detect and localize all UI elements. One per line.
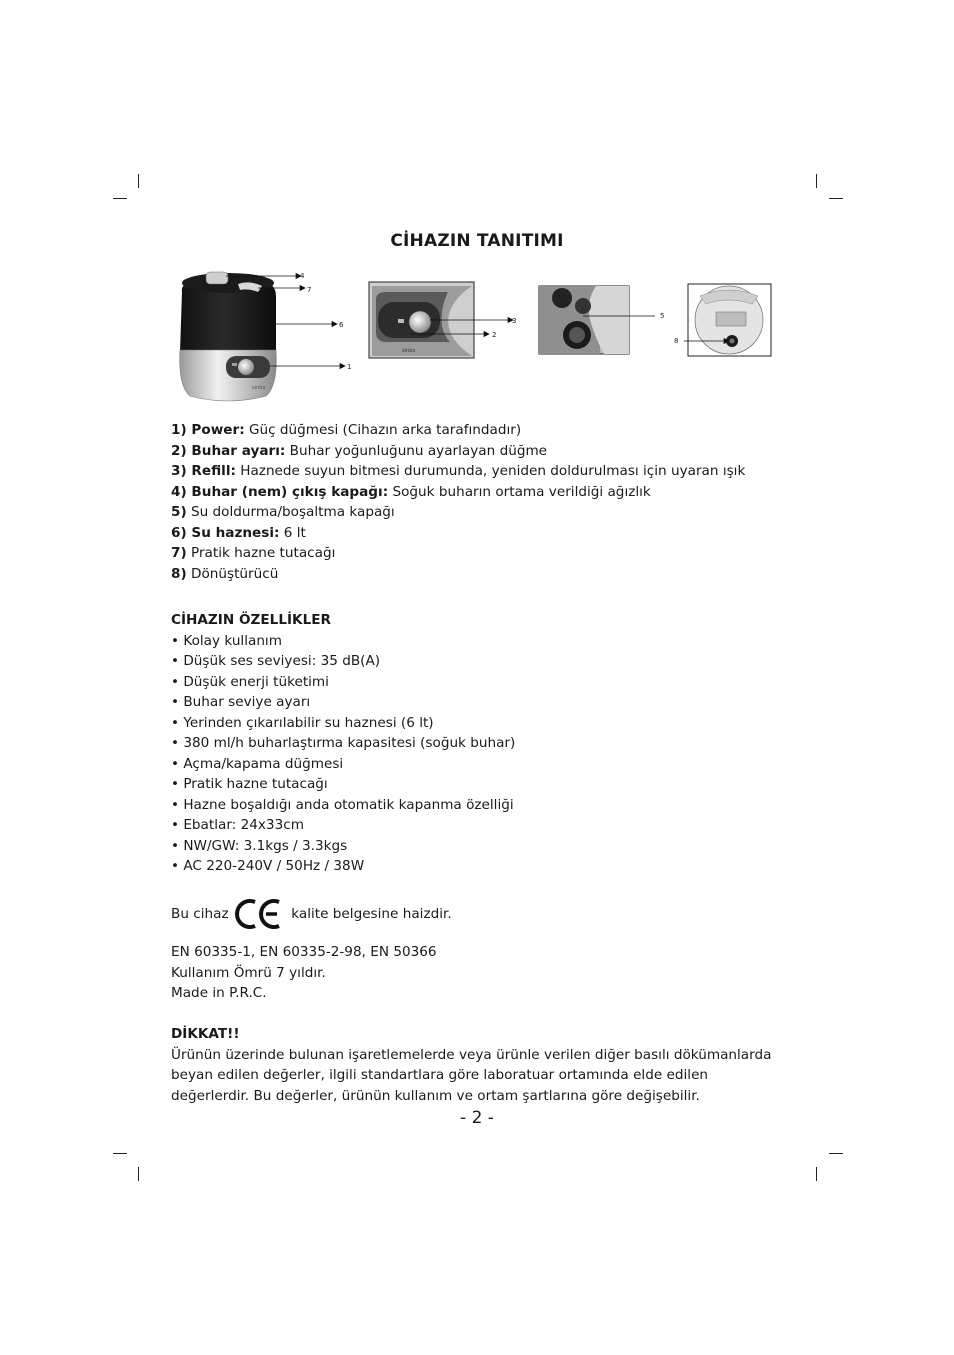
list-item: • NW/GW: 3.1kgs / 3.3kgs [171, 837, 348, 854]
crop-mark-br-h [829, 1153, 843, 1154]
list-item: • AC 220-240V / 50Hz / 38W [171, 858, 365, 874]
parts-list [171, 420, 745, 584]
callout-3: 3 [512, 317, 517, 325]
list-item: • Hazne boşaldığı anda otomatik kapanma özelliği [171, 796, 514, 813]
crop-mark-bl-v [138, 1167, 139, 1181]
crop-mark-br-v [816, 1167, 817, 1181]
list-item: 8) Dönüştürücü [171, 565, 279, 582]
callout-4: 4 [300, 272, 305, 280]
list-item: 4) Buhar (nem) çıkış kapağı: Soğuk buharın ortama verildiği ağızlık [171, 483, 651, 500]
crop-mark-bl-h [113, 1153, 127, 1154]
certificate-line: Bu cihaz kalite belgesine haizdir. [171, 898, 452, 930]
product-illustrations [0, 0, 954, 420]
features-section [171, 610, 515, 877]
warning-heading: DİKKAT!! [171, 1026, 240, 1042]
list-item: 7) Pratik hazne tutacağı [171, 545, 336, 561]
callout-2: 2 [492, 331, 497, 339]
list-item: • Buhar seviye ayarı [171, 694, 311, 710]
features-heading: CİHAZIN ÖZELLİKLER [171, 612, 331, 628]
list-item: • Düşük ses seviyesi: 35 dB(A) [171, 653, 381, 669]
callout-8: 8 [674, 337, 679, 345]
transducer-figure [688, 284, 771, 356]
callout-7: 7 [307, 286, 312, 294]
lifetime-line: Kullanım Ömrü 7 yıldır. [171, 964, 326, 981]
list-item: 5) Su doldurma/boşaltma kapağı [171, 504, 395, 520]
callout-1: 1 [347, 363, 352, 371]
list-item: • 380 ml/h buharlaştırma kapasitesi (soğuk buhar) [171, 735, 516, 751]
humidifier-figure [180, 272, 277, 401]
ce-mark-icon [235, 898, 283, 930]
list-item: • Kolay kullanım [171, 632, 282, 649]
refill-cap-figure [539, 286, 629, 354]
svg-text:sinbo: sinbo [402, 348, 416, 354]
brand-mark: sinbo [252, 385, 266, 391]
list-item: • Pratik hazne tutacağı [171, 776, 328, 792]
list-item: 1) Power: Güç düğmesi (Cihazın arka tarafındadır) [171, 422, 522, 438]
callout-5: 5 [660, 312, 665, 320]
warning-line: Ürünün üzerinde bulunan işaretlemelerde veya ürünle verilen diğer basılı dökümanlarda [171, 1046, 772, 1063]
list-item: • Düşük enerji tüketimi [171, 673, 329, 690]
list-item: • Açma/kapama düğmesi [171, 755, 344, 772]
standards-line: EN 60335-1, EN 60335-2-98, EN 50366 [171, 944, 437, 960]
warning-section [171, 1024, 771, 1106]
list-item: • Yerinden çıkarılabilir su haznesi (6 lt) [171, 714, 434, 731]
origin-line: Made in P.R.C. [171, 985, 267, 1001]
list-item: 6) Su haznesi: 6 lt [171, 524, 306, 541]
standards-info [171, 942, 437, 1004]
callout-6: 6 [339, 321, 344, 329]
page-number: - 2 - [460, 1108, 494, 1128]
list-item: 3) Refill: Haznede suyun bitmesi durumunda, yeniden doldurulması için uyaran ışık [171, 463, 746, 479]
list-item: • Ebatlar: 24x33cm [171, 817, 304, 833]
list-item: 2) Buhar ayarı: Buhar yoğunluğunu ayarlayan düğme [171, 442, 548, 459]
page-title: CİHAZIN TANITIMI [390, 231, 564, 251]
warning-line: beyan edilen değerler, ilgili standartlara göre laboratuar ortamında elde edilen [171, 1067, 709, 1083]
warning-line: değerlerdir. Bu değerler, ürünün kullanım ve ortam şartlarına göre değişebilir. [171, 1087, 700, 1104]
